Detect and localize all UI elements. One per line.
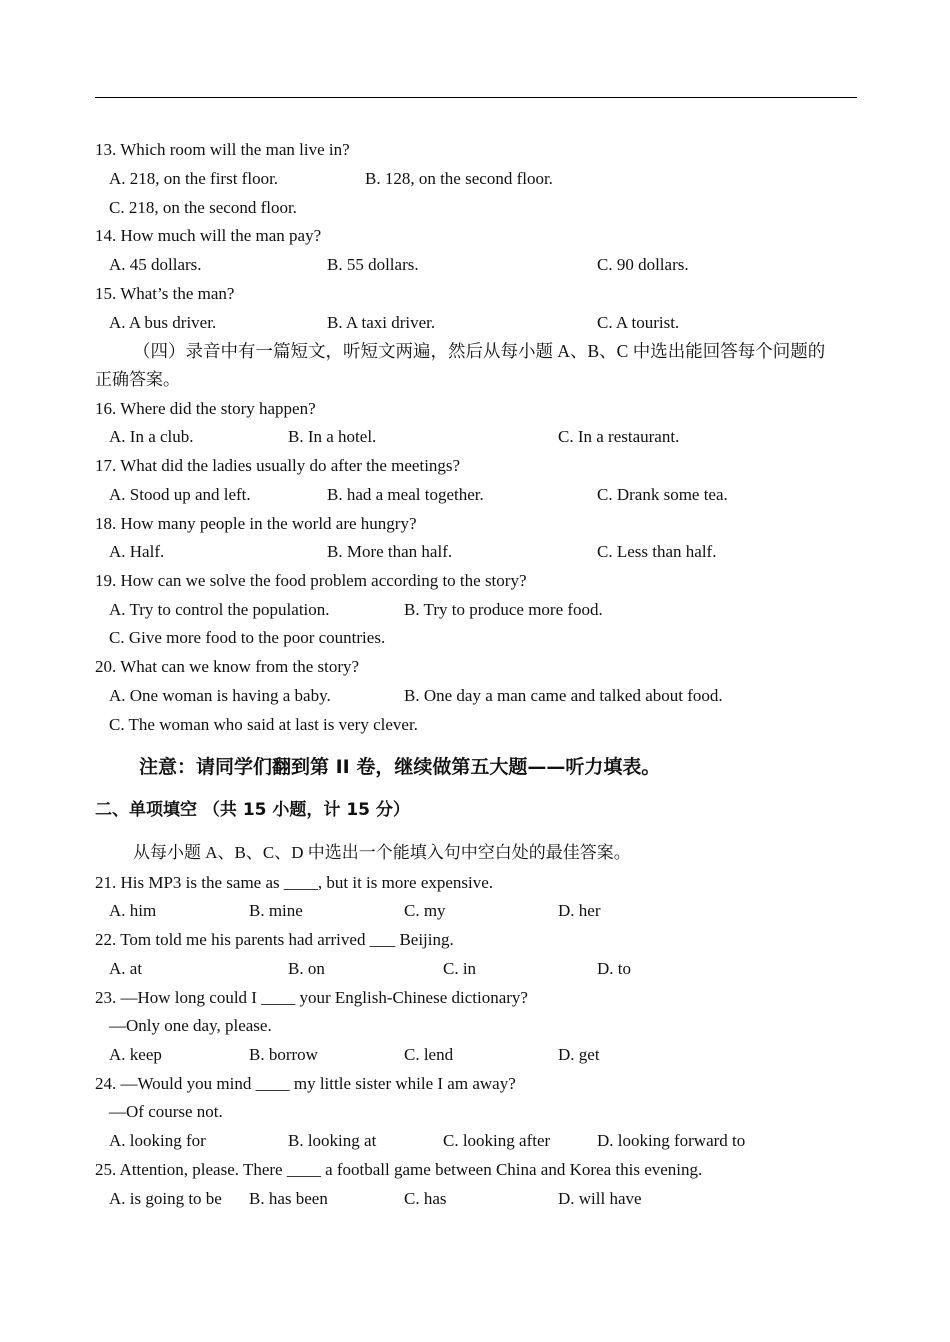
section-4-instruction-cont: 正确答案。: [95, 370, 180, 389]
option-16c: C. In a restaurant.: [558, 427, 680, 446]
option-19c: C. Give more food to the poor countries.: [109, 628, 386, 647]
option-22b: B. on: [288, 959, 325, 978]
question-22: 22. Tom told me his parents had arrived ___ Beijing.: [95, 930, 454, 949]
question-24: 24. —Would you mind ____ my little sister while I am away?: [95, 1074, 516, 1093]
question-23-reply: —Only one day, please.: [109, 1016, 272, 1035]
option-13c: C. 218, on the second floor.: [109, 198, 297, 217]
question-20: 20. What can we know from the story?: [95, 657, 360, 676]
question-17: 17. What did the ladies usually do after the meetings?: [95, 456, 461, 475]
option-22d: D. to: [597, 959, 631, 978]
option-24b: B. looking at: [288, 1131, 377, 1150]
option-14c: C. 90 dollars.: [597, 255, 689, 274]
option-13a: A. 218, on the first floor.: [109, 169, 279, 188]
option-18b: B. More than half.: [327, 542, 453, 561]
header-rule: [95, 97, 857, 98]
option-21c: C. my: [404, 901, 446, 920]
question-15: 15. What’s the man?: [95, 284, 235, 303]
option-25a: A. is going to be: [109, 1189, 222, 1208]
question-24-reply: —Of course not.: [109, 1102, 223, 1121]
option-17b: B. had a meal together.: [327, 485, 484, 504]
question-14: 14. How much will the man pay?: [95, 226, 322, 245]
option-23d: D. get: [558, 1045, 600, 1064]
option-14b: B. 55 dollars.: [327, 255, 419, 274]
question-13: 13. Which room will the man live in?: [95, 140, 350, 159]
option-24a: A. looking for: [109, 1131, 206, 1150]
option-24d: D. looking forward to: [597, 1131, 746, 1150]
notice-text: 注意：请同学们翻到第 II 卷，继续做第五大题——听力填表。: [139, 756, 661, 778]
section-2-heading: 二、单项填空 （共 15 小题，计 15 分）: [95, 800, 410, 820]
option-22a: A. at: [109, 959, 143, 978]
option-19b: B. Try to produce more food.: [404, 600, 603, 619]
question-21: 21. His MP3 is the same as ____, but it is more expensive.: [95, 873, 494, 892]
option-16a: A. In a club.: [109, 427, 194, 446]
question-23: 23. —How long could I ____ your English-Chinese dictionary?: [95, 988, 528, 1007]
option-21b: B. mine: [249, 901, 303, 920]
option-20b: B. One day a man came and talked about food.: [404, 686, 723, 705]
question-16: 16. Where did the story happen?: [95, 399, 316, 418]
option-23b: B. borrow: [249, 1045, 318, 1064]
option-18c: C. Less than half.: [597, 542, 717, 561]
section-4-instruction: （四）录音中有一篇短文，听短文两遍，然后从每小题 A、B、C 中选出能回答每个问题的: [133, 341, 826, 361]
option-15a: A. A bus driver.: [109, 313, 217, 332]
option-23a: A. keep: [109, 1045, 162, 1064]
option-15b: B. A taxi driver.: [327, 313, 436, 332]
option-17a: A. Stood up and left.: [109, 485, 251, 504]
option-25d: D. will have: [558, 1189, 642, 1208]
question-25: 25. Attention, please. There ____ a football game between China and Korea this evening.: [95, 1160, 703, 1179]
option-25b: B. has been: [249, 1189, 328, 1208]
option-22c: C. in: [443, 959, 477, 978]
question-18: 18. How many people in the world are hungry?: [95, 514, 417, 533]
option-25c: C. has: [404, 1189, 447, 1208]
option-16b: B. In a hotel.: [288, 427, 377, 446]
option-19a: A. Try to control the population.: [109, 600, 330, 619]
option-13b: B. 128, on the second floor.: [365, 169, 553, 188]
option-24c: C. looking after: [443, 1131, 551, 1150]
option-21a: A. him: [109, 901, 157, 920]
option-20c: C. The woman who said at last is very clever.: [109, 715, 418, 734]
option-20a: A. One woman is having a baby.: [109, 686, 331, 705]
option-18a: A. Half.: [109, 542, 165, 561]
option-21d: D. her: [558, 901, 601, 920]
question-19: 19. How can we solve the food problem according to the story?: [95, 571, 527, 590]
section-2-instruction: 从每小题 A、B、C、D 中选出一个能填入句中空白处的最佳答案。: [133, 843, 631, 862]
option-23c: C. lend: [404, 1045, 454, 1064]
option-15c: C. A tourist.: [597, 313, 680, 332]
option-14a: A. 45 dollars.: [109, 255, 202, 274]
option-17c: C. Drank some tea.: [597, 485, 728, 504]
